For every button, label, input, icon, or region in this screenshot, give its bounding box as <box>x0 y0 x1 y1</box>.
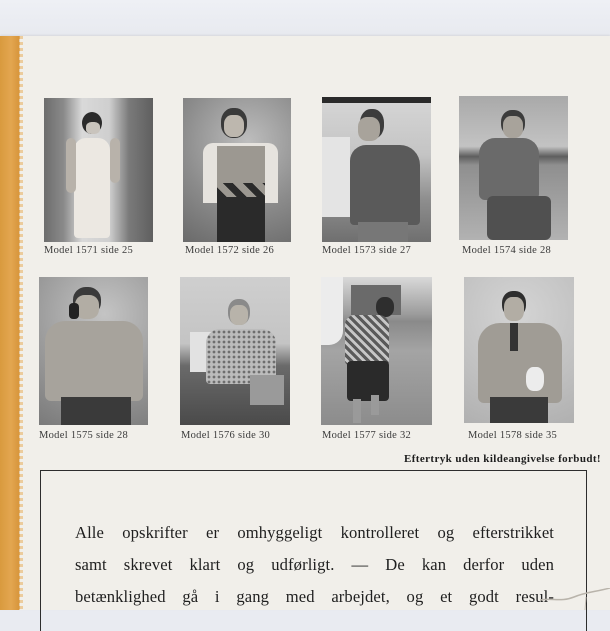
caption-model-1575: Model 1575 side 28 <box>39 430 129 441</box>
reprint-notice: Eftertryk uden kildeangivelse forbudt! <box>403 453 601 465</box>
photo-model-1573 <box>322 97 431 242</box>
photo-model-1572 <box>183 98 291 242</box>
photo-model-1578 <box>464 277 574 423</box>
info-box-line-1: Alle opskrifter er omhyggeligt kontrolleret og efterstrikket <box>75 523 554 542</box>
photo-model-1571 <box>44 98 153 242</box>
photo-model-1574 <box>459 96 568 240</box>
info-box-line-3: betænklighed gå i gang med arbejdet, og et godt resul- <box>75 587 554 606</box>
background-surface <box>0 0 610 40</box>
caption-model-1576: Model 1576 side 30 <box>181 430 271 441</box>
caption-model-1573: Model 1573 side 27 <box>322 245 412 256</box>
photo-model-1575 <box>39 277 148 425</box>
caption-model-1574: Model 1574 side 28 <box>462 245 552 256</box>
caption-model-1572: Model 1572 side 26 <box>185 245 275 256</box>
photo-model-1577 <box>321 277 432 425</box>
caption-model-1577: Model 1577 side 32 <box>322 430 412 441</box>
caption-model-1578: Model 1578 side 35 <box>468 430 558 441</box>
caption-model-1571: Model 1571 side 25 <box>44 245 134 256</box>
info-box-line-2: samt skrevet klart og udførligt. — De kan derfor uden <box>75 555 554 574</box>
photo-model-1576 <box>180 277 290 425</box>
page-tear-crease <box>540 588 610 610</box>
page-spine-tape <box>0 36 20 610</box>
